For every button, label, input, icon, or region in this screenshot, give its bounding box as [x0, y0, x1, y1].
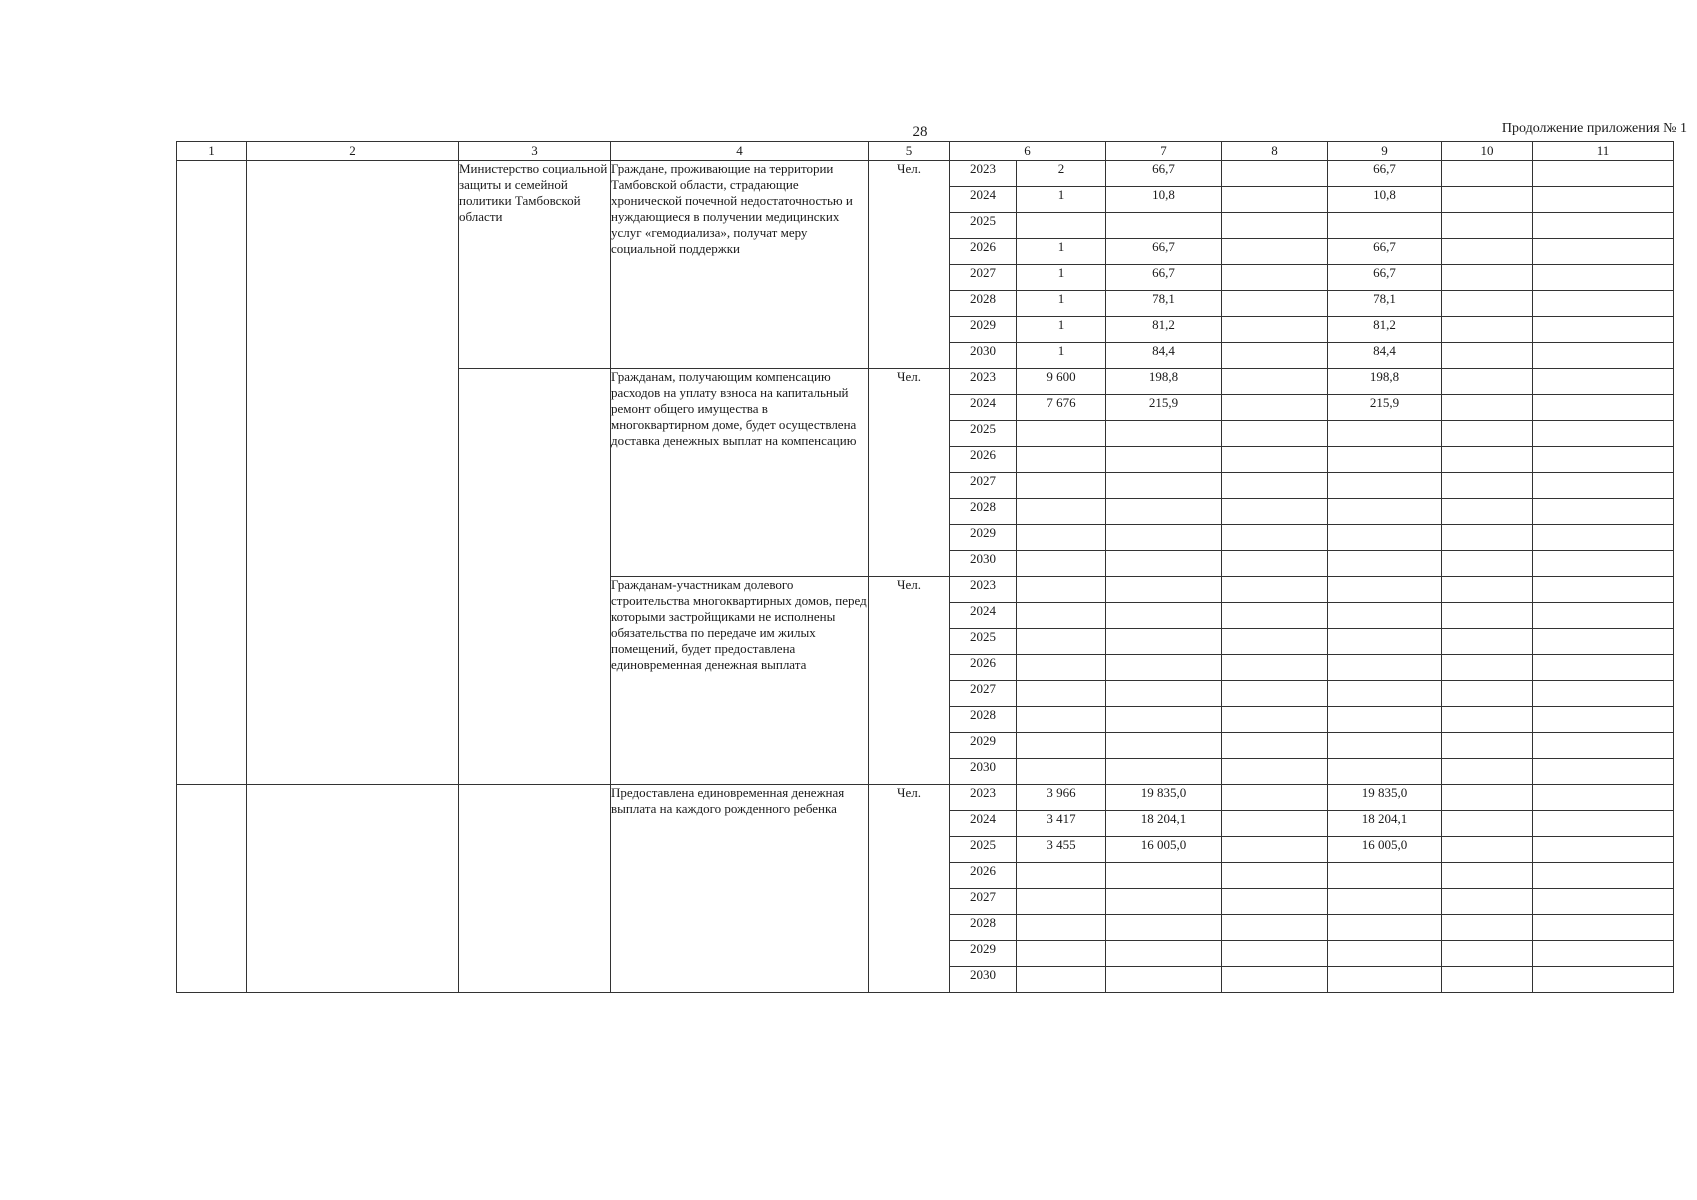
value-cell-c9	[1328, 707, 1442, 733]
value-cell-c10	[1442, 759, 1533, 785]
cell-col1	[177, 161, 247, 785]
value-cell-c7	[1106, 213, 1222, 239]
value-cell-c6	[1017, 603, 1106, 629]
value-cell-c7	[1106, 577, 1222, 603]
col-number-8: 8	[1222, 142, 1328, 161]
value-cell-c11	[1533, 889, 1674, 915]
value-cell-c8	[1222, 395, 1328, 421]
value-cell-c9	[1328, 603, 1442, 629]
value-cell-c10	[1442, 421, 1533, 447]
value-cell-c6	[1017, 941, 1106, 967]
value-cell-c10	[1442, 681, 1533, 707]
value-cell-c11	[1533, 187, 1674, 213]
value-cell-c7	[1106, 681, 1222, 707]
year-cell: 2029	[950, 941, 1017, 967]
value-cell-c8	[1222, 369, 1328, 395]
value-cell-c6: 1	[1017, 239, 1106, 265]
result-description: Предоставлена единовременная денежная выплата на каждого рожденного ребенка	[611, 785, 869, 993]
value-cell-c6	[1017, 655, 1106, 681]
year-cell: 2026	[950, 863, 1017, 889]
value-cell-c7	[1106, 603, 1222, 629]
value-cell-c10	[1442, 941, 1533, 967]
responsible-executor	[459, 369, 611, 785]
value-cell-c10	[1442, 915, 1533, 941]
value-cell-c8	[1222, 707, 1328, 733]
value-cell-c8	[1222, 837, 1328, 863]
value-cell-c9	[1328, 889, 1442, 915]
value-cell-c9: 78,1	[1328, 291, 1442, 317]
value-cell-c8	[1222, 603, 1328, 629]
col-number-1: 1	[177, 142, 247, 161]
value-cell-c6	[1017, 525, 1106, 551]
year-cell: 2025	[950, 629, 1017, 655]
value-cell-c10	[1442, 967, 1533, 993]
value-cell-c9: 10,8	[1328, 187, 1442, 213]
value-cell-c6	[1017, 551, 1106, 577]
value-cell-c8	[1222, 629, 1328, 655]
value-cell-c8	[1222, 967, 1328, 993]
value-cell-c10	[1442, 291, 1533, 317]
value-cell-c11	[1533, 525, 1674, 551]
year-cell: 2027	[950, 681, 1017, 707]
value-cell-c9: 66,7	[1328, 161, 1442, 187]
year-cell: 2030	[950, 967, 1017, 993]
value-cell-c10	[1442, 837, 1533, 863]
value-cell-c7: 66,7	[1106, 239, 1222, 265]
year-cell: 2024	[950, 187, 1017, 213]
value-cell-c7	[1106, 525, 1222, 551]
value-cell-c7	[1106, 473, 1222, 499]
value-cell-c11	[1533, 759, 1674, 785]
year-cell: 2030	[950, 343, 1017, 369]
value-cell-c6: 3 966	[1017, 785, 1106, 811]
responsible-executor	[459, 785, 611, 993]
year-cell: 2029	[950, 525, 1017, 551]
value-cell-c7: 215,9	[1106, 395, 1222, 421]
value-cell-c8	[1222, 421, 1328, 447]
value-cell-c6	[1017, 421, 1106, 447]
value-cell-c8	[1222, 265, 1328, 291]
value-cell-c10	[1442, 655, 1533, 681]
year-cell: 2023	[950, 369, 1017, 395]
value-cell-c8	[1222, 577, 1328, 603]
year-cell: 2027	[950, 889, 1017, 915]
year-cell: 2026	[950, 655, 1017, 681]
value-cell-c10	[1442, 265, 1533, 291]
year-cell: 2030	[950, 551, 1017, 577]
year-cell: 2025	[950, 213, 1017, 239]
value-cell-c8	[1222, 499, 1328, 525]
value-cell-c11	[1533, 239, 1674, 265]
value-cell-c7	[1106, 733, 1222, 759]
year-cell: 2029	[950, 317, 1017, 343]
value-cell-c8	[1222, 239, 1328, 265]
col-number-4: 4	[611, 142, 869, 161]
year-cell: 2026	[950, 239, 1017, 265]
value-cell-c7	[1106, 967, 1222, 993]
cell-col2	[247, 785, 459, 993]
value-cell-c9: 16 005,0	[1328, 837, 1442, 863]
value-cell-c8	[1222, 889, 1328, 915]
value-cell-c11	[1533, 915, 1674, 941]
value-cell-c10	[1442, 603, 1533, 629]
value-cell-c8	[1222, 811, 1328, 837]
value-cell-c9	[1328, 629, 1442, 655]
value-cell-c7	[1106, 707, 1222, 733]
value-cell-c6: 7 676	[1017, 395, 1106, 421]
value-cell-c11	[1533, 941, 1674, 967]
year-cell: 2025	[950, 837, 1017, 863]
value-cell-c6	[1017, 629, 1106, 655]
col-number-9: 9	[1328, 142, 1442, 161]
value-cell-c7	[1106, 759, 1222, 785]
value-cell-c10	[1442, 239, 1533, 265]
value-cell-c11	[1533, 447, 1674, 473]
value-cell-c7	[1106, 499, 1222, 525]
value-cell-c8	[1222, 447, 1328, 473]
unit-of-measure: Чел.	[869, 369, 950, 577]
value-cell-c10	[1442, 889, 1533, 915]
value-cell-c10	[1442, 343, 1533, 369]
value-cell-c7	[1106, 629, 1222, 655]
value-cell-c10	[1442, 447, 1533, 473]
year-cell: 2027	[950, 265, 1017, 291]
value-cell-c9	[1328, 473, 1442, 499]
value-cell-c6	[1017, 915, 1106, 941]
value-cell-c8	[1222, 941, 1328, 967]
value-cell-c10	[1442, 785, 1533, 811]
table-row	[177, 161, 1674, 187]
cell-col2	[247, 161, 459, 785]
value-cell-c10	[1442, 161, 1533, 187]
value-cell-c6: 3 455	[1017, 837, 1106, 863]
value-cell-c11	[1533, 655, 1674, 681]
value-cell-c8	[1222, 525, 1328, 551]
value-cell-c6: 1	[1017, 317, 1106, 343]
unit-of-measure: Чел.	[869, 577, 950, 785]
value-cell-c7: 19 835,0	[1106, 785, 1222, 811]
value-cell-c9: 84,4	[1328, 343, 1442, 369]
value-cell-c11	[1533, 265, 1674, 291]
value-cell-c10	[1442, 707, 1533, 733]
value-cell-c11	[1533, 863, 1674, 889]
table-row	[177, 785, 1674, 811]
value-cell-c9	[1328, 213, 1442, 239]
value-cell-c9: 18 204,1	[1328, 811, 1442, 837]
cell-col1	[177, 785, 247, 993]
value-cell-c7	[1106, 863, 1222, 889]
value-cell-c6	[1017, 759, 1106, 785]
value-cell-c9: 19 835,0	[1328, 785, 1442, 811]
value-cell-c8	[1222, 759, 1328, 785]
value-cell-c11	[1533, 473, 1674, 499]
value-cell-c10	[1442, 551, 1533, 577]
year-cell: 2023	[950, 785, 1017, 811]
continuation-label: Продолжение приложения № 1	[1501, 121, 1687, 136]
page-number: 28	[912, 124, 928, 140]
value-cell-c10	[1442, 187, 1533, 213]
value-cell-c11	[1533, 967, 1674, 993]
appendix-table	[176, 141, 1674, 993]
value-cell-c6: 2	[1017, 161, 1106, 187]
value-cell-c9	[1328, 941, 1442, 967]
result-description: Гражданам-участникам долевого строительства многоквартирных домов, перед которыми застройщиками не исполнены обязательства по передаче им жилых помещений, будет предоставлена единовременная денежная выплата	[611, 577, 869, 785]
value-cell-c11	[1533, 161, 1674, 187]
value-cell-c9	[1328, 421, 1442, 447]
value-cell-c6	[1017, 707, 1106, 733]
value-cell-c8	[1222, 733, 1328, 759]
year-cell: 2028	[950, 291, 1017, 317]
value-cell-c8	[1222, 681, 1328, 707]
year-cell: 2027	[950, 473, 1017, 499]
value-cell-c6: 1	[1017, 291, 1106, 317]
value-cell-c6: 9 600	[1017, 369, 1106, 395]
value-cell-c7: 198,8	[1106, 369, 1222, 395]
value-cell-c8	[1222, 317, 1328, 343]
col-number-10: 10	[1442, 142, 1533, 161]
value-cell-c11	[1533, 395, 1674, 421]
value-cell-c10	[1442, 369, 1533, 395]
value-cell-c9	[1328, 681, 1442, 707]
value-cell-c10	[1442, 525, 1533, 551]
column-numbers-row	[177, 142, 1674, 161]
value-cell-c9: 215,9	[1328, 395, 1442, 421]
value-cell-c7	[1106, 655, 1222, 681]
value-cell-c6: 1	[1017, 187, 1106, 213]
col-number-6: 6	[950, 142, 1106, 161]
value-cell-c6	[1017, 889, 1106, 915]
value-cell-c7	[1106, 551, 1222, 577]
value-cell-c8	[1222, 655, 1328, 681]
value-cell-c6	[1017, 681, 1106, 707]
value-cell-c6	[1017, 447, 1106, 473]
value-cell-c9	[1328, 551, 1442, 577]
col-number-5: 5	[869, 142, 950, 161]
value-cell-c9	[1328, 525, 1442, 551]
value-cell-c9	[1328, 915, 1442, 941]
col-number-7: 7	[1106, 142, 1222, 161]
value-cell-c11	[1533, 707, 1674, 733]
value-cell-c9: 81,2	[1328, 317, 1442, 343]
value-cell-c6	[1017, 967, 1106, 993]
value-cell-c7: 81,2	[1106, 317, 1222, 343]
value-cell-c8	[1222, 161, 1328, 187]
year-cell: 2024	[950, 395, 1017, 421]
unit-of-measure: Чел.	[869, 161, 950, 369]
value-cell-c6	[1017, 733, 1106, 759]
value-cell-c7	[1106, 889, 1222, 915]
year-cell: 2023	[950, 161, 1017, 187]
value-cell-c7: 10,8	[1106, 187, 1222, 213]
value-cell-c10	[1442, 577, 1533, 603]
value-cell-c7: 18 204,1	[1106, 811, 1222, 837]
value-cell-c9	[1328, 759, 1442, 785]
value-cell-c8	[1222, 291, 1328, 317]
value-cell-c10	[1442, 811, 1533, 837]
value-cell-c9	[1328, 733, 1442, 759]
result-description: Граждане, проживающие на территории Тамбовской области, страдающие хронической почечной недостаточностью и нуждающиеся в получении медицинских услуг «гемодиализа», получат меру социальной поддержки	[611, 161, 869, 369]
year-cell: 2029	[950, 733, 1017, 759]
col-number-2: 2	[247, 142, 459, 161]
value-cell-c7: 66,7	[1106, 265, 1222, 291]
value-cell-c11	[1533, 421, 1674, 447]
col-number-3: 3	[459, 142, 611, 161]
value-cell-c11	[1533, 577, 1674, 603]
value-cell-c9	[1328, 577, 1442, 603]
year-cell: 2026	[950, 447, 1017, 473]
value-cell-c9: 66,7	[1328, 265, 1442, 291]
value-cell-c11	[1533, 551, 1674, 577]
value-cell-c8	[1222, 187, 1328, 213]
value-cell-c11	[1533, 811, 1674, 837]
value-cell-c10	[1442, 629, 1533, 655]
value-cell-c11	[1533, 213, 1674, 239]
value-cell-c8	[1222, 473, 1328, 499]
value-cell-c10	[1442, 473, 1533, 499]
value-cell-c11	[1533, 733, 1674, 759]
value-cell-c7: 78,1	[1106, 291, 1222, 317]
value-cell-c6	[1017, 577, 1106, 603]
value-cell-c8	[1222, 915, 1328, 941]
value-cell-c7	[1106, 941, 1222, 967]
year-cell: 2028	[950, 707, 1017, 733]
year-cell: 2024	[950, 811, 1017, 837]
value-cell-c9	[1328, 499, 1442, 525]
value-cell-c10	[1442, 213, 1533, 239]
value-cell-c9	[1328, 655, 1442, 681]
value-cell-c7: 84,4	[1106, 343, 1222, 369]
value-cell-c8	[1222, 863, 1328, 889]
value-cell-c11	[1533, 681, 1674, 707]
value-cell-c6	[1017, 473, 1106, 499]
value-cell-c11	[1533, 837, 1674, 863]
year-cell: 2024	[950, 603, 1017, 629]
col-number-11: 11	[1533, 142, 1674, 161]
value-cell-c7: 16 005,0	[1106, 837, 1222, 863]
year-cell: 2025	[950, 421, 1017, 447]
value-cell-c10	[1442, 499, 1533, 525]
value-cell-c11	[1533, 785, 1674, 811]
value-cell-c6: 1	[1017, 265, 1106, 291]
value-cell-c10	[1442, 733, 1533, 759]
value-cell-c7	[1106, 447, 1222, 473]
value-cell-c11	[1533, 369, 1674, 395]
value-cell-c8	[1222, 213, 1328, 239]
value-cell-c8	[1222, 785, 1328, 811]
value-cell-c11	[1533, 629, 1674, 655]
value-cell-c9	[1328, 967, 1442, 993]
value-cell-c9	[1328, 447, 1442, 473]
value-cell-c11	[1533, 499, 1674, 525]
value-cell-c6	[1017, 213, 1106, 239]
value-cell-c6: 1	[1017, 343, 1106, 369]
value-cell-c11	[1533, 343, 1674, 369]
value-cell-c11	[1533, 291, 1674, 317]
value-cell-c7: 66,7	[1106, 161, 1222, 187]
value-cell-c7	[1106, 421, 1222, 447]
value-cell-c11	[1533, 603, 1674, 629]
value-cell-c9	[1328, 863, 1442, 889]
value-cell-c10	[1442, 317, 1533, 343]
value-cell-c10	[1442, 395, 1533, 421]
value-cell-c6	[1017, 863, 1106, 889]
result-description: Гражданам, получающим компенсацию расходов на уплату взноса на капитальный ремонт общего имущества в многоквартирном доме, будет осуществлена доставка денежных выплат на компенсацию	[611, 369, 869, 577]
value-cell-c7	[1106, 915, 1222, 941]
value-cell-c11	[1533, 317, 1674, 343]
year-cell: 2030	[950, 759, 1017, 785]
responsible-executor: Министерство социальной защиты и семейной политики Тамбовской области	[459, 161, 611, 369]
year-cell: 2028	[950, 915, 1017, 941]
year-cell: 2028	[950, 499, 1017, 525]
value-cell-c8	[1222, 551, 1328, 577]
unit-of-measure: Чел.	[869, 785, 950, 993]
value-cell-c6	[1017, 499, 1106, 525]
value-cell-c8	[1222, 343, 1328, 369]
year-cell: 2023	[950, 577, 1017, 603]
value-cell-c9: 198,8	[1328, 369, 1442, 395]
value-cell-c6: 3 417	[1017, 811, 1106, 837]
value-cell-c10	[1442, 863, 1533, 889]
value-cell-c9: 66,7	[1328, 239, 1442, 265]
